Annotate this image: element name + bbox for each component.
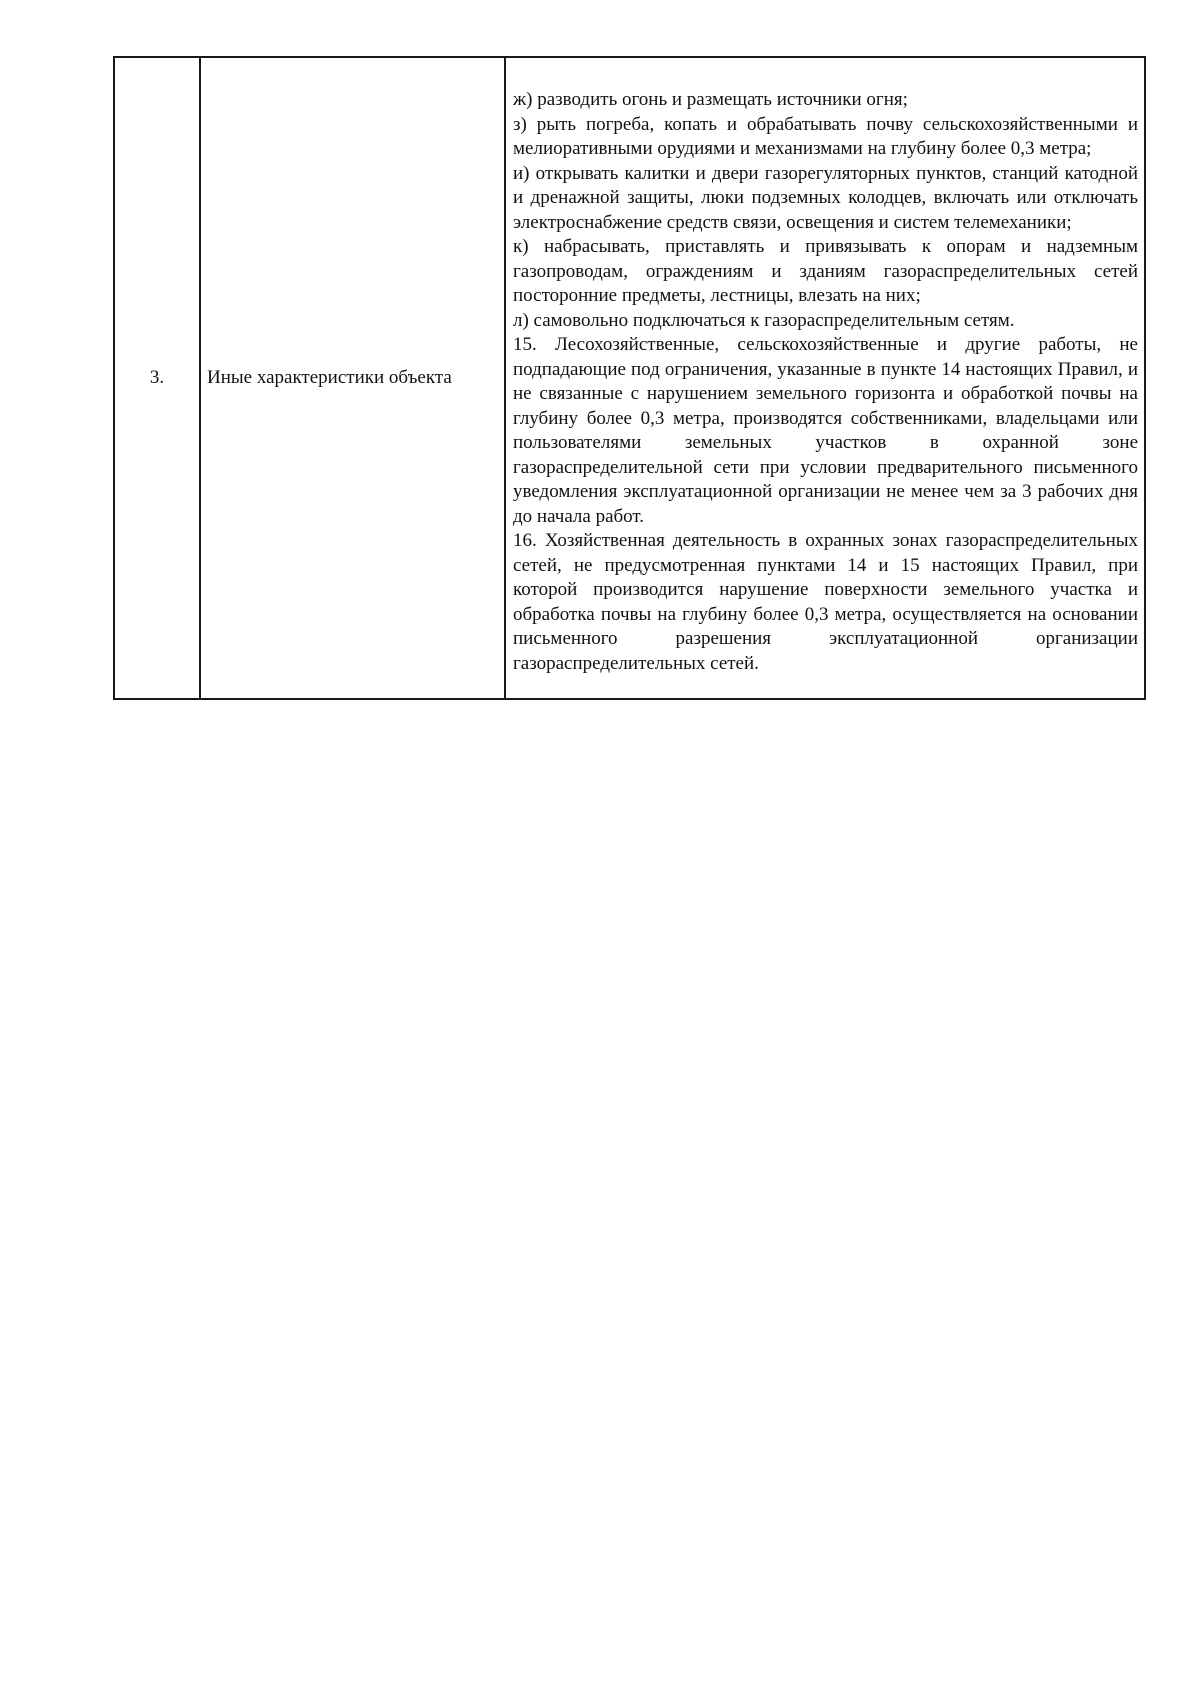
paragraph-k: к) набрасывать, приставлять и привязывать к опорам и надземным газопроводам, ограждениям и зданиям газораспределительных сетей посторонние предметы, лестницы, влезать на них; [513, 236, 1138, 306]
paragraph-z: з) рыть погреба, копать и обрабатывать почву сельскохозяйственными и мелиоративными орудиями и механизмами на глубину более 0,3 метра; [513, 113, 1138, 159]
paragraph-15: 15. Лесохозяйственные, сельскохозяйственные и другие работы, не подпадающие под ограничения, указанные в пункте 14 настоящих Правил, и не связанные с нарушением земельного горизонта и обработкой почвы на глубину более 0,3 метра, производятся собственниками, владельцами или пользователями земельных участков в охранной зоне газораспределительной сети при условии предварительного письменного уведомления эксплуатационной организации не менее чем за 3 рабочих дня до начала работ. [513, 334, 1138, 527]
characteristics-table [113, 56, 1146, 700]
paragraph-16: 16. Хозяйственная деятельность в охранных зонах газораспределительных сетей, не предусмотренная пунктами 14 и 15 настоящих Правил, при которой производится нарушение поверхности земельного участка и обработка почвы на глубину более 0,3 метра, осуществляется на основании письменного разрешения эксплуатационной организации газораспределительных сетей. [513, 530, 1138, 674]
paragraph-zh: ж) разводить огонь и размещать источники огня; [513, 89, 908, 110]
row-number: 3. [114, 57, 200, 699]
row-name: Иные характеристики объекта [200, 57, 505, 699]
paragraph-i: и) открывать калитки и двери газорегуляторных пунктов, станций катодной и дренажной защиты, люки подземных колодцев, включать или отключать электроснабжение средств связи, освещения и систем телемеханики; [513, 162, 1138, 233]
table-row [114, 57, 1145, 699]
row-description [505, 57, 1145, 699]
paragraph-l: л) самовольно подключаться к газораспределительным сетям. [513, 309, 1015, 331]
